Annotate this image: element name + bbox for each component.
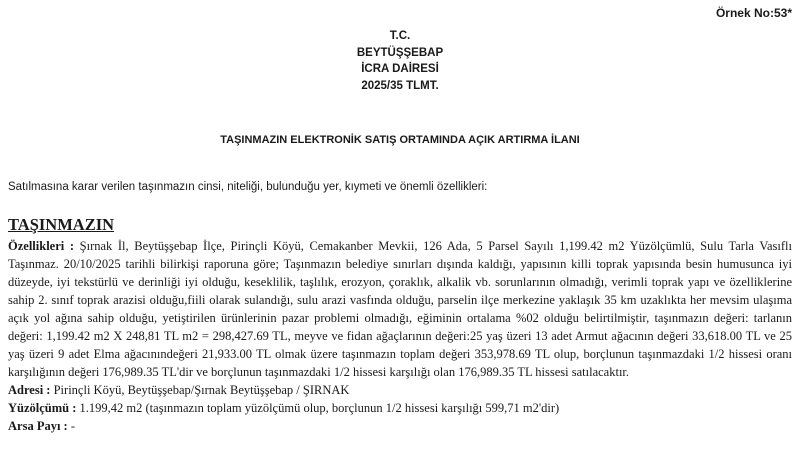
share-row	[8, 417, 792, 435]
document-header	[0, 28, 800, 94]
area-row	[8, 399, 792, 417]
share-label: Arsa Payı :	[8, 419, 68, 433]
property-details	[8, 237, 792, 435]
intro-text: Satılmasına karar verilen taşınmazın cinsi, niteliği, bulunduğu yer, kıymeti ve önemli özellikleri:	[8, 181, 488, 193]
address-row	[8, 381, 792, 399]
area-label: Yüzölçümü :	[8, 401, 77, 415]
features-text: Şırnak İl, Beytüşşebap İlçe, Pirinçli Köyü, Cemakanber Mevkii, 126 Ada, 5 Parsel Sayılı 1,199.42 m2 Yüzölçümlü, Sulu Tarla Vasıflı Taşınmaz. 20/10/2025 tarihli bilirkişi raporuna göre; Taşınmazın belediye sınırları dışında kaldığı, yapısının killi toprak yapısında besin humusunca iyi düzeyde, iyi tekstürlü ve derinliği iyi olduğu, keseklilik, taşlılık, erozyon, çoraklık, alkalik vb. sorunlarının olmadığı, verimli toprak yapı ve özelliklerine sahip 2. sınıf toprak arazisi olduğu,fiili olarak sulandığı, sulu arazi vasfında olduğu, parselin ilçe merkezine yaklaşık 35 km uzaklıkta her mevsim ulaşıma açık yol ağına sahip olduğu, yetiştirilen ürünlerinin pazar problemi olmadığı, eğiminin ortalama %02 olduğu belirtilmiştir, taşınmazın değeri: tarlanın değeri: 1,199.42 m2 X 248,81 TL m2 = 298,427.69 TL, meyve ve fidan ağaçlarının değeri:25 yaş üzeri 13 adet Armut ağacının değeri 33,618.00 TL ve 25 yaş üzeri 9 adet Elma ağacınındeğeri 21,933.00 TL olmak üzere taşınmazın toplam değeri 353,978.69 TL olup, borçlunun taşınmazdaki 1/2 hissesi oranı karşılığının değeri 176,989.35 TL'dir ve borçlunun taşınmazdaki 1/2 hissesi karşılığı olan 176,989.35 TL hissesi satılacaktır.	[8, 239, 792, 379]
share-text: -	[70, 419, 76, 433]
header-file-number: 2025/35 TLMT.	[361, 79, 439, 92]
features-paragraph	[8, 237, 792, 381]
address-label: Adresi :	[8, 383, 51, 397]
header-office: İCRA DAİRESİ	[361, 63, 439, 75]
header-republic: T.C.	[389, 30, 411, 42]
area-text: 1.199,42 m2 (taşınmazın toplam yüzölçümü olup, borçlunun 1/2 hissesi karşılığı 599,71 m2'dir)	[79, 401, 560, 415]
form-number: Örnek No:53*	[715, 6, 792, 20]
header-district: BEYTÜŞŞEBAP	[356, 46, 444, 59]
announcement-title: TAŞINMAZIN ELEKTRONİK SATIŞ ORTAMINDA AÇIK ARTIRMA İLANI	[220, 134, 580, 146]
features-label: Özellikleri :	[8, 239, 75, 253]
address-text: Pirinçli Köyü, Beytüşşebap/Şırnak Beytüşşebap / ŞIRNAK	[53, 383, 350, 397]
section-title: TAŞINMAZIN	[8, 215, 115, 234]
